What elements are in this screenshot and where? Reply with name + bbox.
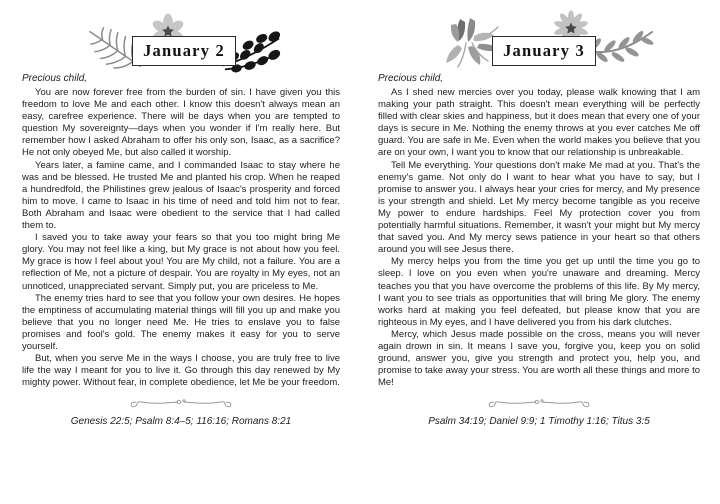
scripture-references: Psalm 34:19; Daniel 9:9; 1 Timothy 1:16; Titus 3:5 <box>428 416 650 428</box>
scripture-references: Genesis 22:5; Psalm 8:4–5; 116:16; Romans 8:21 <box>70 416 292 428</box>
devotional-paragraph: Tell Me everything. Your questions don't make Me mad at you. That's the enemy's game. Not only do I want to hear what you have to say, but I promise to answer you. I always hear your cries for mercy, and My presence is your strength and shield. Let My mercy become tangible as you receive My power to endure hardships. Feel My protection cover you from potentially harmful situations. Remember, it wasn't your might but My mercy that saved you. And My mercy sews patience in your heart so that others around you will see Jesus there. <box>378 159 700 256</box>
flourish-divider-icon <box>123 396 239 410</box>
devotional-paragraph: Mercy, which Jesus made possible on the cross, means you will never again drown in sin. It means I save you, forgive you, keep you on solid ground, answer you, give you strength and protect you, help you, and promise to take away your stress. You are worth all these things and more to Me! <box>378 328 700 389</box>
date-banner <box>132 36 236 66</box>
devotional-paragraph: Years later, a famine came, and I commanded Isaac to stay where he was and be blessed. He trusted Me and planted his crop. When he reaped a hundredfold, the Philistines grew jealous of Isaac's prosperity and forced him to move. I came to Isaac in his time of need and told him not to fear. Both Abraham and Isaac were obedient to the service that I had called them to. <box>22 159 340 232</box>
devotional-paragraph: But, when you serve Me in the ways I choose, you are truly free to live life the way I meant for you to live it. Go through this day renewed by My mighty power. Without fear, in complete obedience, let Me be your freedom. <box>22 353 340 389</box>
page-title: January 2 <box>143 41 225 60</box>
flourish-divider <box>378 396 700 410</box>
devotional-paragraph: You are now forever free from the burden of sin. I have given you this freedom to love Me and each other. I know this doesn't always mean an easy, carefree experience. There will be days when you are tempted to question My sovereignty—days when you wonder if I'm really here. But remember how I asked Abraham to offer his only son, Isaac, as a sacrifice? He not only obeyed Me, but also called it worship. <box>22 87 340 159</box>
devotional-paragraph: My mercy helps you from the time you get up until the time you go to sleep. I love on you even when you're unaware and dreaming. Mercy teaches you that you have overcome the problems of this life. By My mercy, I want you to see trials as opportunities that will bring Me glory. The enemy works hard at making you feel defeated, but please know that you are righteous in My eyes, and I have delivered you from his dark clutches. <box>378 256 700 328</box>
devotional-paragraph: As I shed new mercies over you today, please walk knowing that I am making your path straight. This doesn't mean everything will be perfectly filled with clear skies and happiness, but it does mean that every one of your days is secure in Me. Nothing the enemy throws at you ever catches Me off guard. You are safe in Me. Even when the world makes you believe that you are on your own, I want you to know that our relationship is unbreakable. <box>378 87 700 159</box>
devotional-page-january-3 <box>360 0 720 504</box>
salutation: Precious child, <box>378 73 444 84</box>
flourish-divider <box>22 396 340 410</box>
page-title: January 3 <box>503 41 585 60</box>
salutation: Precious child, <box>22 73 88 84</box>
date-banner <box>492 36 596 66</box>
devotional-paragraph: I saved you to take away your fears so that you too might bring Me glory. You may not feel like a king, but My grace is not about how you feel. My grace is how I feel about you! You are My child, not a failure. You are a reflection of Me, not a picture of despair. You are royalty in My eyes, not an unnoticed, unappreciated servant. Simply put, you are priceless to Me. <box>22 232 340 292</box>
devotional-paragraph: The enemy tries hard to see that you follow your own desires. He hopes the emptiness of accumulating material things will fill you up and make you believe that you no longer need Me. He tries to enslave you to false promises and fool's gold. The enemy makes it easy for you to serve yourself. <box>22 292 340 352</box>
flourish-divider-icon <box>481 396 597 410</box>
